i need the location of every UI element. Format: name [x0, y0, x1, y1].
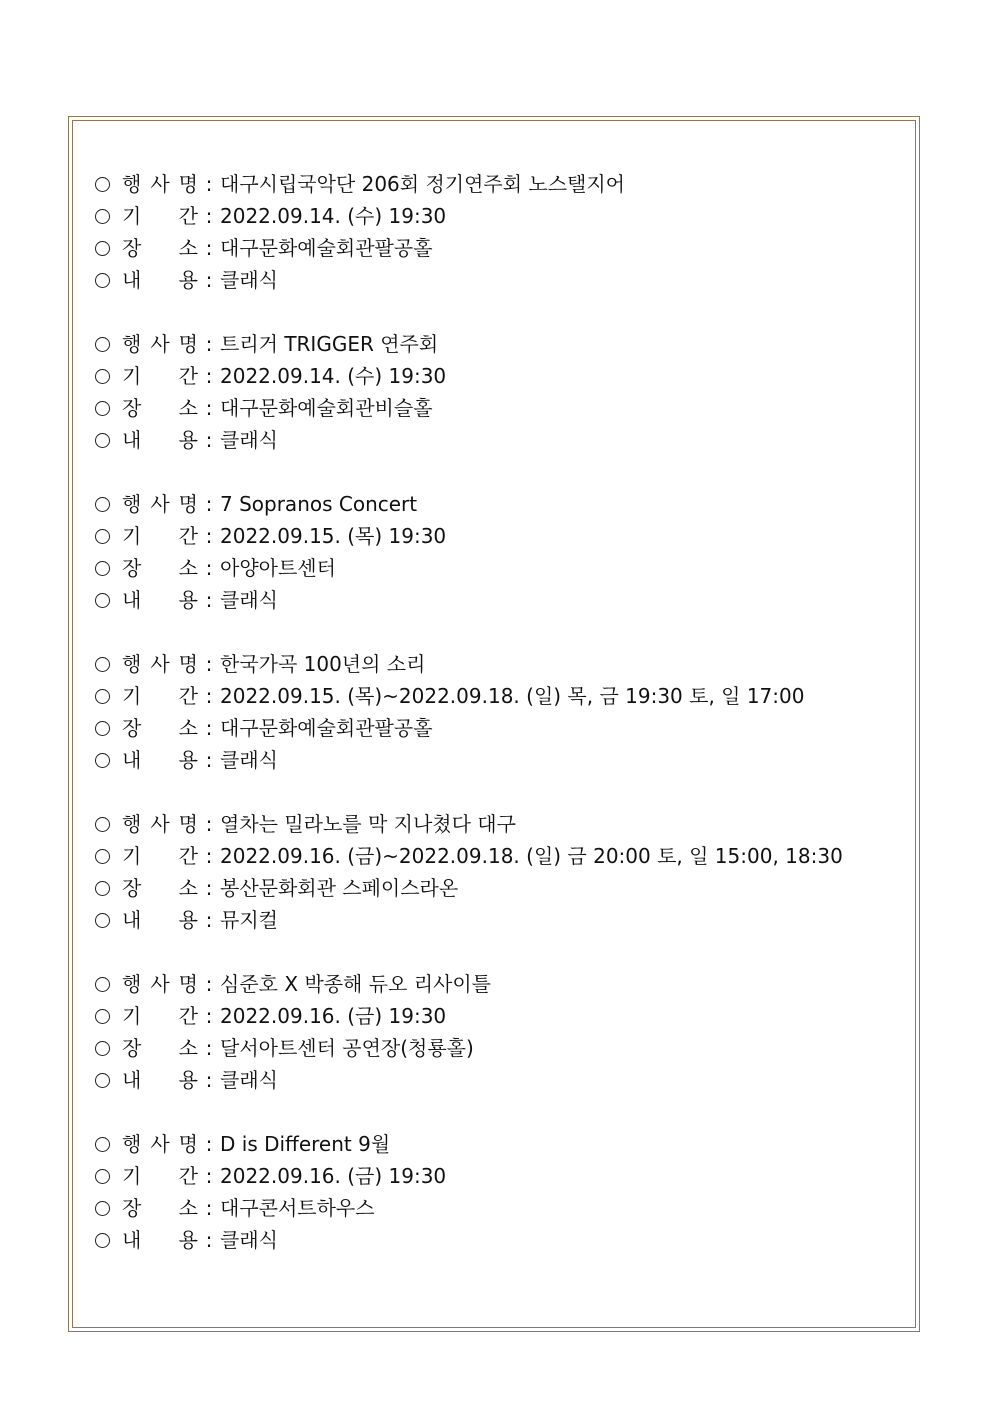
circle-bullet-icon	[95, 753, 110, 768]
circle-bullet-icon	[95, 561, 110, 576]
colon: :	[205, 1132, 213, 1156]
content-label: 내 용	[122, 1228, 198, 1252]
event-title: 열차는 밀라노를 막 지나쳤다 대구	[220, 812, 516, 836]
event-title-row	[95, 968, 895, 1000]
circle-bullet-icon	[95, 1169, 110, 1184]
event-item	[95, 808, 895, 936]
event-venue: 대구콘서트하우스	[220, 1196, 375, 1220]
event-period-row	[95, 1000, 895, 1032]
event-venue: 대구문화예술회관팔공홀	[220, 236, 433, 260]
venue-label: 장 소	[122, 1036, 198, 1060]
event-title-row	[95, 808, 895, 840]
content-label: 내 용	[122, 1068, 198, 1092]
circle-bullet-icon	[95, 1233, 110, 1248]
event-content: 클래식	[220, 428, 278, 452]
colon: :	[205, 684, 213, 708]
event-period-row	[95, 200, 895, 232]
colon: :	[205, 1036, 213, 1060]
circle-bullet-icon	[95, 1073, 110, 1088]
content-label: 내 용	[122, 268, 198, 292]
colon: :	[205, 652, 213, 676]
title-label: 행 사 명	[122, 812, 198, 836]
event-period-row	[95, 1160, 895, 1192]
event-venue-row	[95, 232, 895, 264]
event-content: 뮤지컬	[220, 908, 278, 932]
title-label: 행 사 명	[122, 172, 198, 196]
event-venue-row	[95, 872, 895, 904]
event-title-row	[95, 488, 895, 520]
circle-bullet-icon	[95, 881, 110, 896]
event-period-row	[95, 840, 895, 872]
event-venue-row	[95, 552, 895, 584]
colon: :	[205, 1068, 213, 1092]
event-venue-row	[95, 1192, 895, 1224]
circle-bullet-icon	[95, 209, 110, 224]
circle-bullet-icon	[95, 593, 110, 608]
event-content-row	[95, 424, 895, 456]
event-content: 클래식	[220, 748, 278, 772]
event-title-row	[95, 168, 895, 200]
event-content-row	[95, 1224, 895, 1256]
circle-bullet-icon	[95, 657, 110, 672]
colon: :	[205, 1164, 213, 1188]
event-period: 2022.09.16. (금) 19:30	[220, 1004, 447, 1028]
circle-bullet-icon	[95, 721, 110, 736]
event-title: 한국가곡 100년의 소리	[220, 652, 426, 676]
circle-bullet-icon	[95, 1137, 110, 1152]
circle-bullet-icon	[95, 849, 110, 864]
event-period: 2022.09.14. (수) 19:30	[220, 204, 447, 228]
venue-label: 장 소	[122, 1196, 198, 1220]
event-venue: 달서아트센터 공연장(청룡홀)	[220, 1036, 474, 1060]
venue-label: 장 소	[122, 396, 198, 420]
event-period: 2022.09.15. (목)~2022.09.18. (일) 목, 금 19:30 토, 일 17:00	[220, 684, 805, 708]
event-content-row	[95, 744, 895, 776]
event-title-row	[95, 648, 895, 680]
title-label: 행 사 명	[122, 332, 198, 356]
colon: :	[205, 1004, 213, 1028]
event-period: 2022.09.16. (금)~2022.09.18. (일) 금 20:00 토, 일 15:00, 18:30	[220, 844, 843, 868]
event-venue: 아양아트센터	[220, 556, 336, 580]
colon: :	[205, 844, 213, 868]
event-content-row	[95, 264, 895, 296]
colon: :	[205, 1196, 213, 1220]
colon: :	[205, 1228, 213, 1252]
event-title: 심준호 X 박종해 듀오 리사이틀	[220, 972, 491, 996]
period-label: 기 간	[122, 1004, 198, 1028]
event-venue-row	[95, 712, 895, 744]
title-label: 행 사 명	[122, 492, 198, 516]
event-item	[95, 328, 895, 456]
event-item	[95, 168, 895, 296]
colon: :	[205, 492, 213, 516]
title-label: 행 사 명	[122, 1132, 198, 1156]
event-venue: 대구문화예술회관팔공홀	[220, 716, 433, 740]
venue-label: 장 소	[122, 556, 198, 580]
event-item	[95, 648, 895, 776]
circle-bullet-icon	[95, 689, 110, 704]
content-label: 내 용	[122, 588, 198, 612]
period-label: 기 간	[122, 524, 198, 548]
colon: :	[205, 268, 213, 292]
venue-label: 장 소	[122, 716, 198, 740]
colon: :	[205, 972, 213, 996]
period-label: 기 간	[122, 1164, 198, 1188]
title-label: 행 사 명	[122, 972, 198, 996]
event-period-row	[95, 680, 895, 712]
colon: :	[205, 748, 213, 772]
period-label: 기 간	[122, 204, 198, 228]
title-label: 행 사 명	[122, 652, 198, 676]
colon: :	[205, 332, 213, 356]
venue-label: 장 소	[122, 876, 198, 900]
event-content: 클래식	[220, 268, 278, 292]
event-content-row	[95, 904, 895, 936]
event-venue-row	[95, 392, 895, 424]
circle-bullet-icon	[95, 1201, 110, 1216]
circle-bullet-icon	[95, 177, 110, 192]
event-venue-row	[95, 1032, 895, 1064]
circle-bullet-icon	[95, 977, 110, 992]
period-label: 기 간	[122, 684, 198, 708]
circle-bullet-icon	[95, 497, 110, 512]
circle-bullet-icon	[95, 369, 110, 384]
event-period-row	[95, 360, 895, 392]
content-label: 내 용	[122, 908, 198, 932]
event-period-row	[95, 520, 895, 552]
event-title: 트리거 TRIGGER 연주회	[220, 332, 439, 356]
colon: :	[205, 556, 213, 580]
colon: :	[205, 364, 213, 388]
event-item	[95, 1128, 895, 1256]
event-period: 2022.09.16. (금) 19:30	[220, 1164, 447, 1188]
circle-bullet-icon	[95, 273, 110, 288]
circle-bullet-icon	[95, 1009, 110, 1024]
circle-bullet-icon	[95, 401, 110, 416]
event-title-row	[95, 328, 895, 360]
colon: :	[205, 396, 213, 420]
circle-bullet-icon	[95, 241, 110, 256]
circle-bullet-icon	[95, 913, 110, 928]
event-title: 대구시립국악단 206회 정기연주회 노스탤지어	[220, 172, 626, 196]
event-period: 2022.09.14. (수) 19:30	[220, 364, 447, 388]
colon: :	[205, 716, 213, 740]
event-content: 클래식	[220, 1068, 278, 1092]
content-label: 내 용	[122, 748, 198, 772]
event-content-row	[95, 1064, 895, 1096]
colon: :	[205, 524, 213, 548]
event-venue: 대구문화예술회관비슬홀	[220, 396, 433, 420]
venue-label: 장 소	[122, 236, 198, 260]
colon: :	[205, 876, 213, 900]
circle-bullet-icon	[95, 433, 110, 448]
colon: :	[205, 908, 213, 932]
colon: :	[205, 204, 213, 228]
colon: :	[205, 172, 213, 196]
period-label: 기 간	[122, 364, 198, 388]
event-content-row	[95, 584, 895, 616]
period-label: 기 간	[122, 844, 198, 868]
event-venue: 봉산문화회관 스페이스라온	[220, 876, 459, 900]
event-title: D is Different 9월	[220, 1132, 391, 1156]
event-content: 클래식	[220, 588, 278, 612]
event-title-row	[95, 1128, 895, 1160]
event-period: 2022.09.15. (목) 19:30	[220, 524, 447, 548]
event-content: 클래식	[220, 1228, 278, 1252]
colon: :	[205, 428, 213, 452]
circle-bullet-icon	[95, 529, 110, 544]
event-item	[95, 488, 895, 616]
event-title: 7 Sopranos Concert	[220, 492, 418, 516]
colon: :	[205, 236, 213, 260]
content-label: 내 용	[122, 428, 198, 452]
circle-bullet-icon	[95, 817, 110, 832]
colon: :	[205, 588, 213, 612]
circle-bullet-icon	[95, 337, 110, 352]
event-list	[95, 168, 895, 1288]
event-item	[95, 968, 895, 1096]
circle-bullet-icon	[95, 1041, 110, 1056]
colon: :	[205, 812, 213, 836]
